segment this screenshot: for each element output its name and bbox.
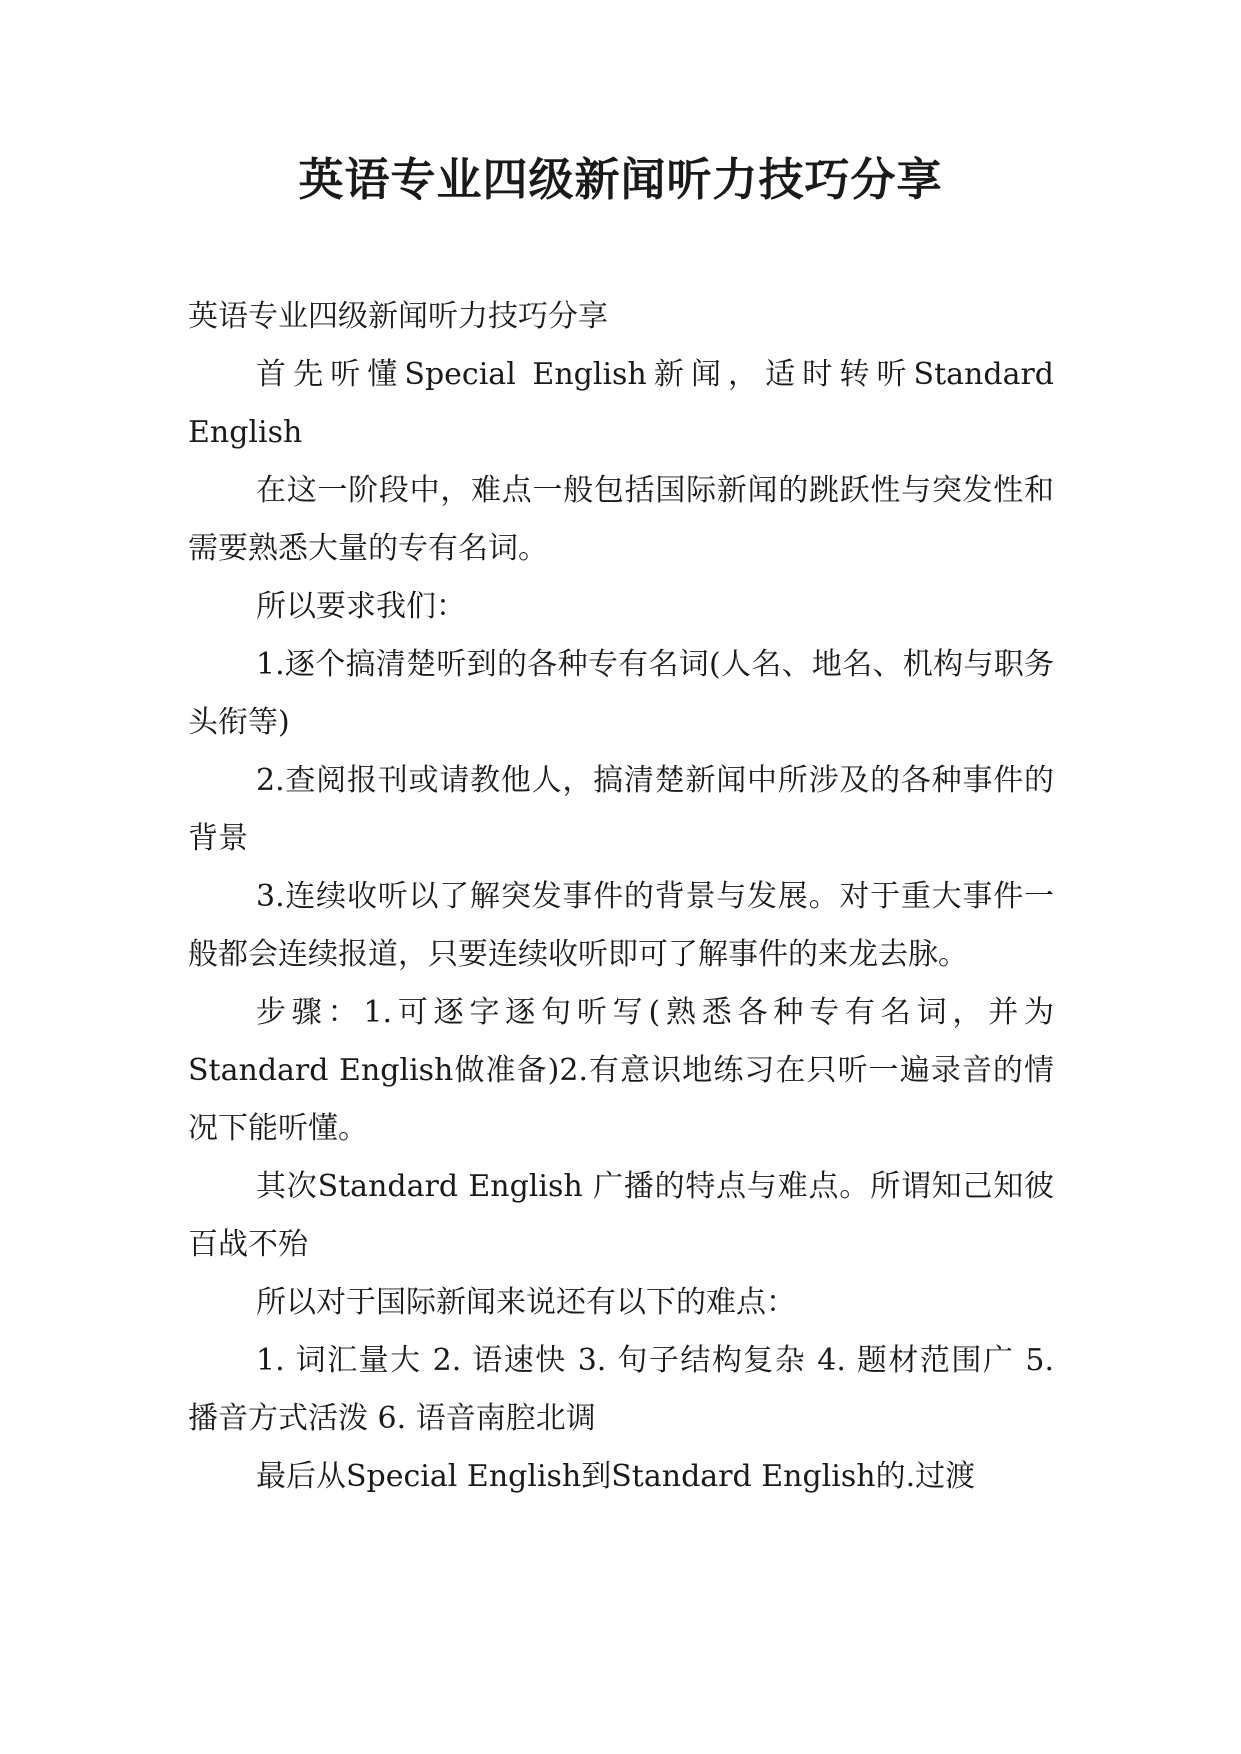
list-item: 2.查阅报刊或请教他人，搞清楚新闻中所涉及的各种事件的背景 xyxy=(188,763,1054,856)
body-paragraph-heading: 英语专业四级新闻听力技巧分享 xyxy=(188,299,608,334)
body-paragraph: 其次Standard English 广播的特点与难点。所谓知己知彼百战不殆 xyxy=(188,1169,1054,1262)
body-paragraph: 最后从Special English到Standard English的.过渡 xyxy=(256,1459,976,1494)
body-paragraph: 在这一阶段中，难点一般包括国际新闻的跳跃性与突发性和需要熟悉大量的专有名词。 xyxy=(188,473,1054,566)
list-item: 1.逐个搞清楚听到的各种专有名词(人名、地名、机构与职务头衔等) xyxy=(188,647,1054,740)
document-title: 英语专业四级新闻听力技巧分享 xyxy=(298,153,943,206)
body-paragraph: 所以对于国际新闻来说还有以下的难点： xyxy=(256,1285,796,1320)
body-paragraph: 步骤：1.可逐字逐句听写(熟悉各种专有名词，并为Standard English做准备)2.有意识地练习在只听一遍录音的情况下能听懂。 xyxy=(188,995,1054,1146)
document-body xyxy=(188,288,1054,1506)
body-paragraph: 所以要求我们： xyxy=(256,589,466,624)
list-item: 3.连续收听以了解突发事件的背景与发展。对于重大事件一般都会连续报道，只要连续收听即可了解事件的来龙去脉。 xyxy=(188,879,1054,972)
body-paragraph: 首先听懂Special English新闻，适时转听Standard English xyxy=(188,357,1054,450)
list-item: 1. 词汇量大 2. 语速快 3. 句子结构复杂 4. 题材范围广 5. 播音方式活泼 6. 语音南腔北调 xyxy=(188,1343,1054,1436)
